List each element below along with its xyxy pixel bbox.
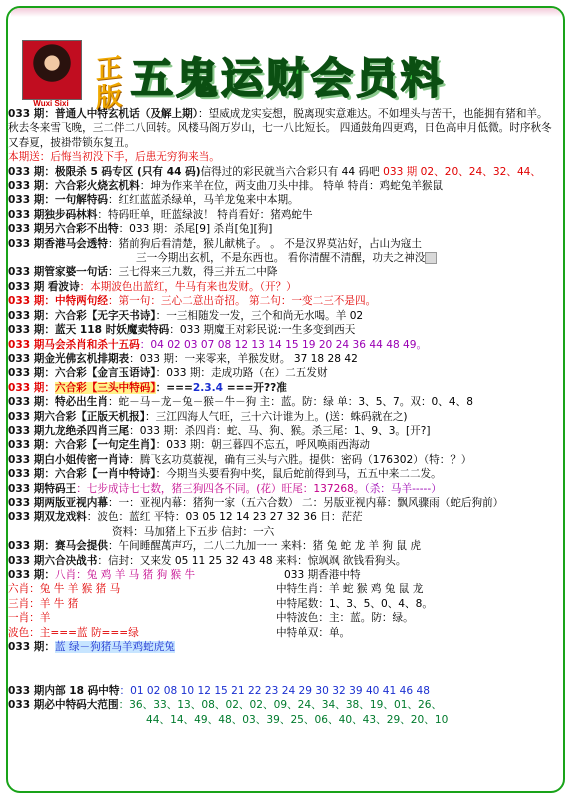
line-1 <box>8 107 556 150</box>
line-9-text: ：三七得来三九数，得三并五二中降 <box>107 266 278 279</box>
left-line-1-head: 033 期： <box>8 569 55 581</box>
line-26-text-a: ：波色：蓝红 平特：03 05 12 14 23 27 32 36 日：茫茫 <box>86 511 363 524</box>
line-1-title: 普通人中特玄机话（及解上期） <box>55 108 199 120</box>
line-4-text: ：坤为作来羊在位，两支曲刀头中排。 特单 特肖：鸡蛇兔羊猴鼠 <box>139 180 444 193</box>
right-line-3: 中特波色：主：蓝。防：绿。 <box>276 612 414 625</box>
line-24-title: 033 期特码王 <box>8 482 77 495</box>
line-26-title: 033 期双龙戏料 <box>8 511 87 524</box>
line-28-title: 033 期六合决战书 <box>8 554 98 567</box>
line-8-text-a: ：猪前狗后看清楚，猴儿献桃子。 。 不是汉界莫沾好，占山为寇土 <box>107 237 422 250</box>
line-11-title: 中特两句经 <box>55 295 108 308</box>
line-20-title: 033 期九龙绝杀四肖三尾 <box>8 424 130 437</box>
line-4 <box>8 179 556 193</box>
content <box>8 107 556 727</box>
line-18-title: 特必出生肖 <box>55 396 108 409</box>
line-11 <box>8 294 556 308</box>
line-3-head: 033 期： <box>8 165 55 178</box>
top-pink-bar <box>11 8 564 17</box>
footer-line-2 <box>8 698 556 712</box>
right-line-2: 中特尾数：1、3、5、0、4、8。 <box>276 597 433 610</box>
line-8-text-b: 三一今期出玄机，不是东西也。 看你清醒不清醒，功夫之神没 <box>136 252 426 265</box>
line-17-text-c: ===开??准 <box>223 381 287 394</box>
line-13-title: 蓝天 118 时妖魔卖特码 <box>55 324 170 337</box>
line-8-title: 033 期香港马会透特 <box>8 237 108 250</box>
left-column <box>8 568 270 654</box>
line-21-head: 033 期： <box>8 439 55 452</box>
line-9 <box>8 265 556 279</box>
right-line-1: 中特生肖：羊 蛇 猴 鸡 兔 鼠 龙 <box>276 583 424 596</box>
seal-text: 正版 <box>96 53 123 114</box>
line-19 <box>8 410 556 424</box>
line-23-title: 六合彩【一肖中特诗】 <box>55 468 156 481</box>
line-13 <box>8 323 556 337</box>
line-17 <box>8 381 556 395</box>
line-16-title: 六合彩【金言玉语诗】 <box>55 367 156 380</box>
left-line-1-text: 八肖：兔 鸡 羊 马 猪 狗 猴 牛 <box>55 569 196 581</box>
line-21-text: ：033 期：朝三暮四不忘五，呼风唤雨西海动 <box>155 439 370 452</box>
line-16-head: 033 期： <box>8 367 55 380</box>
line-21-title: 六合彩【一句定生肖】 <box>55 439 156 452</box>
page-title: 五鬼运财会员料 <box>131 54 447 103</box>
line-10-title: 看波诗 <box>47 280 80 293</box>
line-12-title: 六合彩【无字天书诗】 <box>55 309 156 322</box>
line-7-text: ：033 期：杀尾[9] 杀肖[兔][狗] <box>118 223 273 236</box>
line-3-title: 极限杀 5 码专区 (只有 44 码) <box>55 165 201 178</box>
line-19-title: 033 期六合彩【正版天机报】 <box>8 410 146 423</box>
two-column-block <box>8 568 556 684</box>
line-4-head: 033 期： <box>8 180 55 193</box>
line-20 <box>8 424 556 438</box>
small-image-icon <box>425 252 437 264</box>
left-line-6-text: 蓝 绿－狗猪马羊鸡蛇虎兔 <box>55 641 175 654</box>
line-10-head: 033 期 <box>8 280 45 293</box>
line-26-text-b: 资料：马加猪上下五步 信封：一六 <box>112 525 275 538</box>
line-4-title: 六合彩火烧玄机料 <box>55 180 140 193</box>
line-3-nums: 033 期 02、20、24、32、44、 <box>383 165 542 178</box>
line-8a <box>8 237 556 251</box>
line-6 <box>8 208 556 222</box>
line-15-title: 033 期金光佛玄机排期表 <box>8 352 130 365</box>
line-27-text: ：午间睡醒萬声巧，二八二九加一一 来料：猪 兔 蛇 龙 羊 狗 鼠 虎 <box>107 540 421 553</box>
line-28 <box>8 554 556 568</box>
line-28-text: ：信封：又来发 05 11 25 32 43 48 来料：惊飒飒 欲钱看狗头。 <box>97 554 407 567</box>
left-line-1 <box>8 568 270 582</box>
line-27-head: 033 期： <box>8 540 55 553</box>
line-9-title: 033 期管家婆一句话 <box>8 266 108 279</box>
line-6-text: ：特码旺单，旺蓝绿波！ 特肖看好：猪鸡蛇牛 <box>97 208 313 221</box>
line-15-text: ：033 期：一来零来，羊猴发财。 37 18 28 42 <box>129 352 358 365</box>
line-27 <box>8 539 556 553</box>
footer-2-text-a: ：36、33、13、08、02、02、09、24、34、38、19、01、26、 <box>118 699 443 712</box>
line-22 <box>8 453 556 467</box>
footer-2-text-b: 44、14、49、48、03、39、25、06、40、43、29、20、10 <box>146 713 449 726</box>
line-7-title: 033 期另六合彩不出特 <box>8 223 119 236</box>
line-23-head: 033 期： <box>8 468 55 481</box>
line-5-title: 一句解特码 <box>55 194 108 207</box>
line-8b <box>8 251 556 265</box>
line-19-text: ：三江四海人气旺，三十六计谁为上。(送：蛛码就在之) <box>145 410 408 423</box>
left-line-6 <box>8 640 270 654</box>
line-11-text: ：第一句：三心二意出奇招。 第二句：一变二三不是四。 <box>107 295 377 308</box>
line-26b <box>8 525 556 539</box>
line-15 <box>8 352 556 366</box>
line-5 <box>8 193 556 207</box>
footer-line-1 <box>8 684 556 698</box>
line-17-head: 033 期： <box>8 381 55 394</box>
line-22-title: 033 期白小姐传密一肖诗 <box>8 453 130 466</box>
line-3-text: 信得过的彩民就当六合彩只有 44 码吧 <box>200 165 380 178</box>
line-1-text: ：望威成龙实妄想，脱离现实意难达。不如埋头与苦干，也能拥有猪和羊。秋去冬来雪飞晚，三二伴二八回转。风楼马阁万岁山，七一八比短长。 四通鼓角四更鸡，日色高申月低微。时序秋冬又春夏，披褂带锁东复丑。 <box>8 108 552 149</box>
line-5-text: ：红红蓝蓝杀绿单，马羊龙兔来中本期。 <box>107 194 299 207</box>
line-24 <box>8 482 556 496</box>
right-line-4: 中特单双：单。 <box>276 626 351 639</box>
line-14-title: 033 期马会杀肖和杀十五码 <box>8 338 140 351</box>
line-16-text: ：033 期：走成功路（在）二五发财 <box>155 367 328 380</box>
line-23 <box>8 467 556 481</box>
line-14 <box>8 338 556 352</box>
left-line-2: 六肖：兔 牛 羊 猴 猪 马 <box>8 583 121 596</box>
line-14-text: ：04 02 03 07 08 12 13 14 15 19 20 24 36 44 48 49。 <box>139 338 428 351</box>
left-line-6-head: 033 期： <box>8 641 55 654</box>
avatar-photo <box>22 40 82 100</box>
line-18-text: ：蛇－马－龙－兔－猴－牛－狗 主：蓝。防：绿 单：3、5、7。双：0、4、8 <box>107 396 473 409</box>
right-title: 033 期香港中特 <box>284 569 361 581</box>
line-18 <box>8 395 556 409</box>
line-16 <box>8 366 556 380</box>
line-18-head: 033 期： <box>8 396 55 409</box>
footer-2-title: 033 期必中特码大范围 <box>8 699 119 712</box>
line-21 <box>8 438 556 452</box>
line-13-head: 033 期： <box>8 324 55 337</box>
left-line-4: 一肖：羊 <box>8 612 51 625</box>
line-17-text-b: 2.3.4 <box>192 381 224 394</box>
line-10 <box>8 280 556 294</box>
footer-1-text: ：01 02 08 10 12 15 21 22 23 24 29 30 32 39 40 41 46 48 <box>119 685 430 697</box>
line-2: 本期送：后悔当初没下手，后患无穷狗来当。 <box>8 151 220 164</box>
line-25-title: 033 期两版亚视内幕 <box>8 496 108 509</box>
line-27-title: 赛马会提供 <box>55 540 108 553</box>
line-1-head: 033 期： <box>8 108 55 120</box>
line-23-text: ：今期当头要看狗中奖，鼠后蛇前得到马，五五中来二二发。 <box>155 468 442 481</box>
line-25-text: ：一：亚视内幕：猪狗一家（五六合数） 二：另版亚视内幕：飘风骤雨（蛇后狗前） <box>107 496 504 509</box>
bottom-decoration <box>230 770 340 790</box>
line-24-text-a: ：七步成诗七七数，猪三狗四各不同。(花）旺尾：137268。 <box>76 482 365 495</box>
left-line-3: 三肖：羊 牛 猪 <box>8 597 79 610</box>
line-22-text: ：腾飞玄功莫藐视，确有三头与六胜。提供：密码（176302）（特：？） <box>129 453 472 466</box>
line-13-text: ：033 期魔王对彩民说:一生多变到西天 <box>169 324 356 337</box>
line-12-text: ：一三相随发一发，三个和尚无水喝。羊 02 <box>155 309 364 322</box>
photo-caption: Wuxi Sixi <box>33 99 69 108</box>
line-17-title: 六合彩【三头中特码】 <box>55 381 156 394</box>
left-line-5: 波色：主===蓝 防===绿 <box>8 626 139 639</box>
line-25 <box>8 496 556 510</box>
line-11-head: 033 期： <box>8 295 55 308</box>
line-26a <box>8 510 556 524</box>
line-7 <box>8 222 556 236</box>
right-column <box>276 568 556 640</box>
footer-1-title: 033 期内部 18 码中特 <box>8 685 120 697</box>
line-12 <box>8 309 556 323</box>
line-6-title: 033 期独步码林料 <box>8 208 98 221</box>
line-17-text-a: ：=== <box>155 381 193 394</box>
line-3 <box>8 165 556 179</box>
line-10-text: ：本期波色出蓝红，牛马有来也发财。（开？） <box>79 280 297 293</box>
line-24-text-b: （杀：马羊-----） <box>364 482 442 495</box>
line-12-head: 033 期： <box>8 309 55 322</box>
line-20-text: ：033 期：杀四肖：蛇、马、狗、猴。杀三尾：1、9、3。[开?] <box>129 424 431 437</box>
line-5-head: 033 期： <box>8 194 55 207</box>
